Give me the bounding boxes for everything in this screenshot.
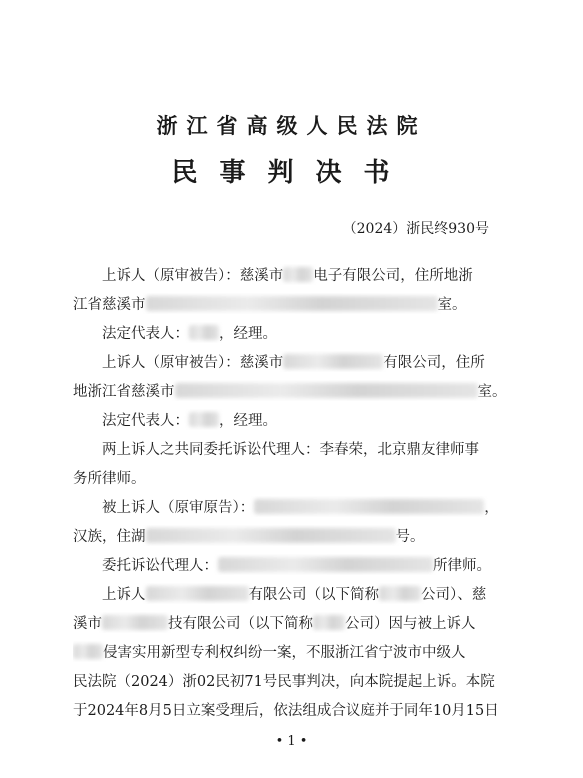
redaction	[146, 528, 396, 543]
redaction	[175, 383, 478, 398]
text: 室。	[437, 297, 467, 313]
redaction	[379, 586, 421, 601]
redaction	[283, 267, 313, 282]
text: 江省慈溪市	[73, 297, 146, 313]
court-name: 浙江省高级人民法院	[156, 113, 427, 138]
text: 上诉人（原审被告）：慈溪市	[102, 355, 284, 371]
text: ，经理。	[219, 326, 277, 342]
redaction	[283, 354, 383, 369]
text: 有限公司，住所	[383, 355, 485, 371]
document-type-title: 民事判决书	[171, 158, 412, 188]
paragraph-appellant-2-line-1	[73, 351, 542, 372]
redaction	[189, 412, 219, 427]
text: 溪市	[73, 616, 102, 632]
paragraph-joint-agent-line-2	[73, 467, 513, 488]
text: 号。	[395, 529, 425, 545]
redaction	[254, 499, 484, 514]
paragraph-appellant-1-line-2	[73, 293, 513, 314]
text: 室。	[477, 384, 507, 400]
text: 地浙江省慈溪市	[73, 384, 175, 400]
paragraph-case-summary-line-1	[73, 583, 542, 604]
paragraph-joint-agent-line-1	[73, 438, 542, 459]
paragraph-case-summary-line-5	[73, 699, 513, 720]
redaction	[146, 296, 438, 311]
text: 公司）、慈	[421, 587, 487, 603]
text: ，经理。	[219, 413, 277, 429]
text: 技有限公司（以下简称	[168, 616, 313, 632]
text: 汉族，住湖	[73, 529, 146, 545]
text: 法定代表人：	[102, 413, 189, 429]
text: 两上诉人之共同委托诉讼代理人：李春荣，北京鼎友律师事	[102, 442, 479, 458]
text: 公司）因与被上诉人	[345, 616, 476, 632]
text: 上诉人（原审被告）：慈溪市	[102, 268, 284, 284]
paragraph-appellee-line-1	[73, 496, 542, 517]
paragraph-appellee-agent	[73, 554, 542, 575]
text: 委托诉讼代理人：	[102, 558, 218, 574]
redaction	[189, 325, 219, 340]
redaction	[313, 615, 345, 630]
redaction	[73, 644, 103, 659]
case-number: （2024）浙民终930号	[342, 221, 489, 237]
paragraph-legal-rep-1	[73, 322, 542, 343]
paragraph-appellee-line-2	[73, 525, 513, 546]
redaction	[218, 557, 433, 572]
text: 有限公司（以下简称	[248, 587, 379, 603]
text: ，	[484, 500, 499, 516]
text: 所律师。	[433, 558, 491, 574]
paragraph-case-summary-line-4	[73, 670, 513, 691]
text: 电子有限公司，住所地浙	[313, 268, 473, 284]
paragraph-appellant-2-line-2	[73, 380, 513, 401]
paragraph-appellant-1-line-1	[73, 264, 542, 285]
paragraph-case-summary-line-2	[73, 612, 513, 633]
text: 被上诉人（原审原告）：	[102, 500, 255, 516]
paragraph-case-summary-line-3	[73, 641, 513, 662]
text: 于2024年8月5日立案受理后，依法组成合议庭并于同年10月15日	[73, 703, 499, 719]
redaction	[146, 586, 249, 601]
redaction	[102, 615, 168, 630]
text: 法定代表人：	[102, 326, 189, 342]
page-number: • 1 •	[275, 734, 308, 749]
text: 务所律师。	[73, 471, 146, 487]
paragraph-legal-rep-2	[73, 409, 542, 430]
text: 民法院（2024）浙02民初71号民事判决，向本院提起上诉。本院	[73, 674, 495, 690]
text: 侵害实用新型专利权纠纷一案，不服浙江省宁波市中级人	[103, 645, 466, 661]
text: 上诉人	[102, 587, 146, 603]
